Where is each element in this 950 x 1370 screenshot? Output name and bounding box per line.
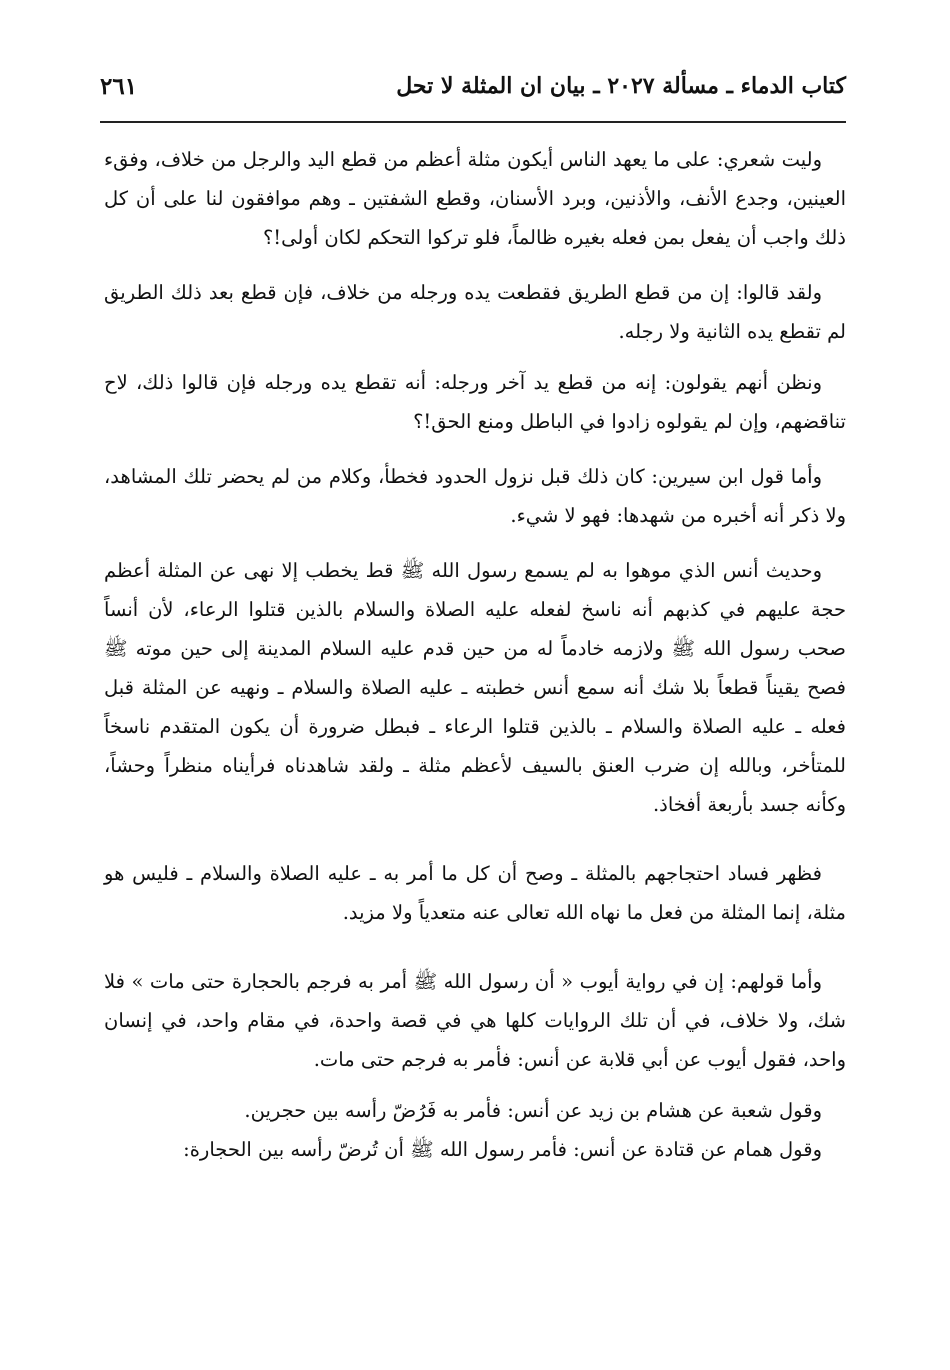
- header-divider: [100, 121, 846, 123]
- paragraph: فظهر فساد احتجاجهم بالمثلة ـ وصح أن كل ما أمر به ـ عليه الصلاة والسلام ـ فليس هو مثلة، إنما المثلة من فعل ما نهاه الله تعالى عنه متعدياً ولا مزيد.: [104, 862, 846, 924]
- paragraph: وأما قولهم: إن في رواية أيوب « أن رسول الله ﷺ أمر به فرجم بالحجارة حتى مات » فلا شك، ولا خلاف، في أن تلك الروايات كلها هي في قصة واحدة، في مقام واحد، في إنسان واحد، فقول أيوب عن أبي قلابة عن أنس: فأمر به فرجم حتى مات.: [104, 970, 846, 1071]
- page-number: ٢٦١: [100, 72, 138, 100]
- narration-line: وقول شعبة عن هشام بن زيد عن أنس: فأمر به فَرُضّ رأسه بين حجرين.: [244, 1099, 822, 1122]
- paragraph: وليت شعري: على ما يعهد الناس أيكون مثلة أعظم من قطع اليد والرجل من خلاف، وفقء العينين، وجدع الأنف، والأذنين، وبرد الأسنان، وقطع الشفتين ـ وهم موافقون لنا على أن كل ذلك واجب أن يفعل بمن فعله بغيره ظالماً، فلو تركوا التحكم لكان أولى!؟: [104, 148, 846, 249]
- paragraph: ولقد قالوا: إن من قطع الطريق فقطعت يده ورجله من خلاف، فإن قطع بعد ذلك الطريق لم تقطع يده الثانية ولا رجله.: [104, 281, 846, 343]
- narration-line: وقول همام عن قتادة عن أنس: فأمر رسول الله ﷺ أن تُرضّ رأسه بين الحجارة:: [183, 1138, 822, 1161]
- narration-lines: [104, 1091, 846, 1169]
- paragraph: ونظن أنهم يقولون: إنه من قطع يد آخر ورجله: أنه تقطع يده ورجله فإن قالوا ذلك، لاح تناقضهم، وإن لم يقولوه زادوا في الباطل ومنع الحق!؟: [104, 371, 846, 433]
- page-header: [100, 62, 846, 110]
- paragraph: وأما قول ابن سيرين: كان ذلك قبل نزول الحدود فخطأ، وكلام من لم يحضر تلك المشاهد، ولا ذكر أنه أخبره من شهدها: فهو لا شيء.: [104, 465, 846, 527]
- paragraph: وحديث أنس الذي موهوا به لم يسمع رسول الله ﷺ قط يخطب إلا نهى عن المثلة أعظم حجة عليهم في كذبهم أنه ناسخ لفعله عليه الصلاة والسلام بالذين قتلوا الرعاء، لأن أنساً صحب رسول الله ﷺ ولازمه خادماً له من حين قدم عليه السلام المدينة إلى حين موته ﷺ فصح يقيناً قطعاً بلا شك أنه سمع أنس خطبته ـ عليه الصلاة والسلام ـ ونهيه عن المثلة قبل فعله ـ عليه الصلاة والسلام ـ بالذين قتلوا الرعاء ـ فبطل ضرورة أن يكون المتقدم ناسخاً للمتأخر، وبالله إن ضرب العنق بالسيف لأعظم مثلة ـ ولقد شاهدناه فرأيناه منظراً وحشاً، وكأنه جسد بأربعة أفخاذ.: [104, 559, 846, 816]
- running-title: كتاب الدماء ـ مسألة ٢٠٢٧ ـ بيان ان المثلة لا تحل: [396, 73, 846, 99]
- body-text: [104, 140, 846, 1169]
